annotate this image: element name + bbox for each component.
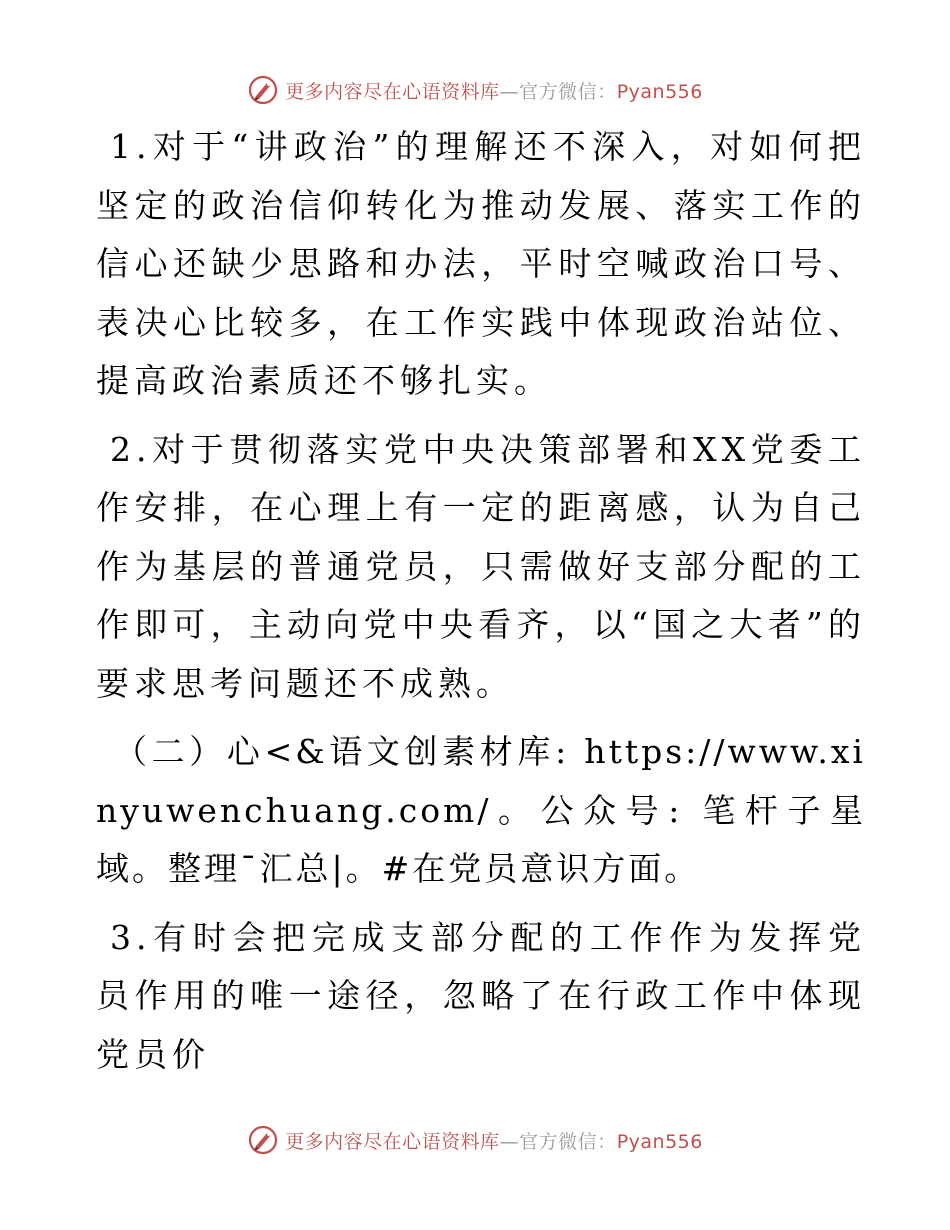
header-banner-sub: 官方微信： (519, 80, 617, 103)
footer-banner-wechat-id: Pyan556 (616, 1130, 703, 1153)
pen-logo-icon (247, 1124, 279, 1156)
header-banner-text (285, 77, 703, 104)
footer-banner-separator: — (499, 1130, 520, 1153)
header-banner-separator: — (499, 80, 520, 103)
section-heading-paragraph: （二）心<&语文创素材库: https://www.xinyuwenchuang.com/。公众号: 笔杆子星域。整理¯汇总|。#在党员意识方面。 (96, 732, 866, 888)
footer-banner-text (285, 1127, 703, 1154)
paragraph-3: 3.有时会把完成支部分配的工作作为发挥党员作用的唯一途径，忽略了在行政工作中体现党员价 (96, 917, 866, 1074)
footer-banner-main: 更多内容尽在心语资料库 (285, 1130, 500, 1153)
paragraph-2: 2.对于贯彻落实党中央决策部署和XX党委工作安排，在心理上有一定的距离感，认为自己作为基层的普通党员，只需做好支部分配的工作即可，主动向党中央看齐，以“国之大者”的要求思考问题还不成熟。 (96, 429, 866, 703)
footer-banner-sub: 官方微信： (519, 1130, 617, 1153)
header-watermark-banner (0, 70, 950, 110)
paragraph-1: 1.对于“讲政治”的理解还不深入，对如何把坚定的政治信仰转化为推动发展、落实工作的信心还缺少思路和办法，平时空喊政治口号、表决心比较多，在工作实践中体现政治站位、提高政治素质还不够扎实。 (96, 127, 866, 400)
header-banner-wechat-id: Pyan556 (616, 80, 703, 103)
footer-watermark-banner (0, 1120, 950, 1160)
pen-logo-icon (247, 74, 279, 106)
header-banner-main: 更多内容尽在心语资料库 (285, 80, 500, 103)
document-body (96, 118, 866, 1094)
